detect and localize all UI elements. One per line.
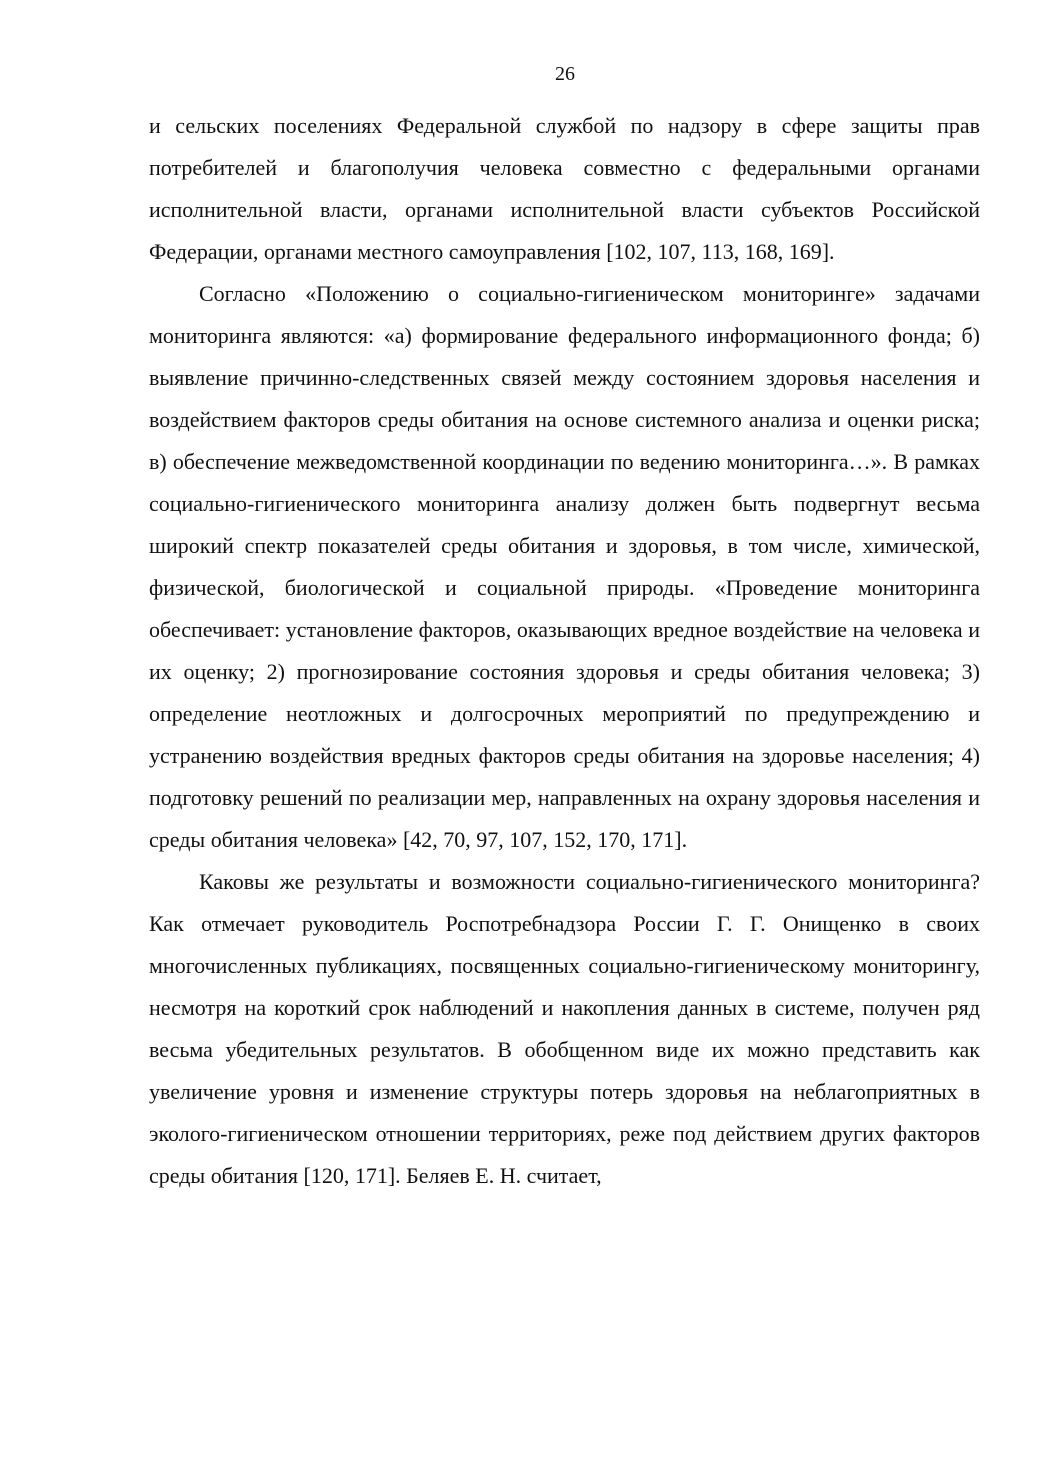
paragraph-monitoring-tasks: Согласно «Положению о социально-гигиеническом мониторинге» задачами мониторинга являются: «а) формирование федерального информационного фонда; б) выявление причинно-следственных связей между состоянием здоровья населения и воздействием факторов среды обитания на основе системного анализа и оценки риска; в) обеспечение межведомственной координации по ведению мониторинга…». В рамках социально-гигиенического мониторинга анализу должен быть подвергнут весьма широкий спектр показателей среды обитания и здоровья, в том числе, химической, физической, биологической и социальной природы. «Проведение мониторинга обеспечивает: установление факторов, оказывающих вредное воздействие на человека и их оценку; 2) прогнозирование состояния здоровья и среды обитания человека; 3) определение неотложных и долгосрочных мероприятий по предупреждению и устранению воздействия вредных факторов среды обитания на здоровье населения; 4) подготовку решений по реализации мер, направленных на охрану здоровья населения и среды обитания человека» [42, 70, 97, 107, 152, 170, 171].	[149, 281, 980, 852]
body-text	[149, 105, 980, 1197]
paragraph-continuation: и сельских поселениях Федеральной службой по надзору в сфере защиты прав потребителей и благополучия человека совместно с федеральными органами исполнительной власти, органами исполнительной власти субъектов Российской Федерации, органами местного самоуправления [102, 107, 113, 168, 169].	[149, 113, 980, 264]
paragraph-monitoring-results: Каковы же результаты и возможности социально-гигиенического мониторинга? Как отмечает руководитель Роспотребнадзора России Г. Г. Онищенко в своих многочисленных публикациях, посвященных социально-гигиеническому мониторингу, несмотря на короткий срок наблюдений и накопления данных в системе, получен ряд весьма убедительных результатов. В обобщенном виде их можно представить как увеличение уровня и изменение структуры потерь здоровья на неблагоприятных в эколого-гигиеническом отношении территориях, реже под действием других факторов среды обитания [120, 171]. Беляев Е. Н. считает,	[149, 869, 980, 1188]
page-number: 26	[555, 63, 575, 85]
